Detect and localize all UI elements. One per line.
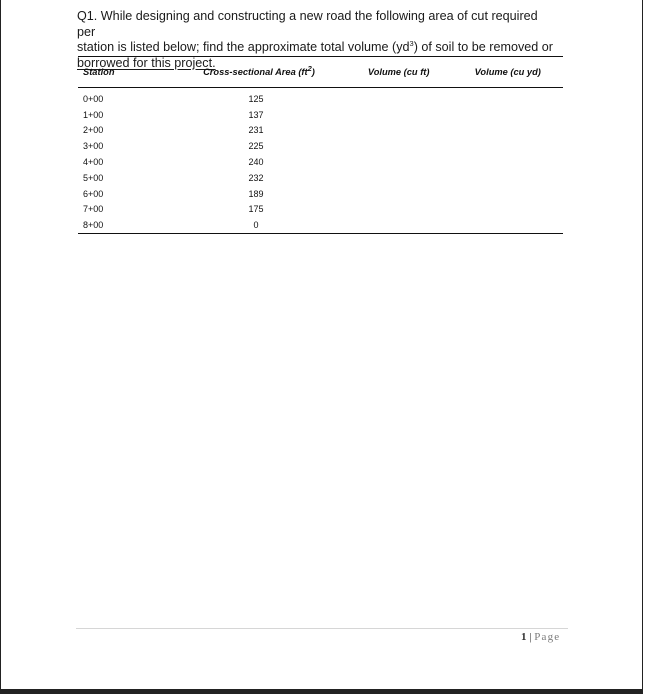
volume-cu-ft-cell — [345, 170, 453, 186]
area-cell: 137 — [248, 109, 264, 120]
page-word: Page — [534, 631, 561, 643]
table-row — [78, 186, 563, 202]
area-cell: 231 — [248, 125, 264, 136]
volume-cu-ft-cell — [345, 217, 453, 233]
question-line-3: borrowed for this project. — [77, 55, 216, 70]
area-cell: 240 — [248, 157, 264, 168]
table-row — [78, 170, 563, 186]
volume-cu-ft-cell — [345, 154, 453, 170]
table-row — [78, 107, 563, 123]
table-row — [78, 154, 563, 170]
volume-cu-yd-cell — [452, 107, 563, 123]
volume-cu-yd-cell — [452, 186, 563, 202]
volume-cu-yd-cell — [452, 217, 563, 233]
station-cell: 3+00 — [83, 141, 104, 152]
volume-cu-ft-cell — [345, 123, 453, 139]
question-line-2 — [77, 40, 557, 56]
table-row — [78, 123, 563, 139]
page-number-separator: | — [526, 631, 535, 643]
volume-cu-ft-cell — [345, 202, 453, 218]
table-row — [78, 88, 563, 107]
table-row — [78, 217, 563, 233]
area-cell: 225 — [248, 141, 264, 152]
station-cell: 1+00 — [83, 109, 104, 120]
volume-cu-yd-cell — [452, 154, 563, 170]
area-cell: 232 — [248, 172, 264, 183]
station-cell: 2+00 — [83, 125, 104, 136]
header-area-label: Cross-sectional Area (ft — [203, 67, 308, 77]
header-volume-cu-yd: Volume (cu yd) — [452, 57, 563, 88]
cubic-superscript: 3 — [409, 38, 414, 48]
area-cell: 0 — [173, 217, 345, 233]
area-cell: 175 — [248, 204, 264, 215]
station-cell: 5+00 — [83, 172, 104, 183]
table-header-row — [78, 57, 563, 88]
page-number-value: 1 — [521, 631, 527, 643]
table-row — [78, 202, 563, 218]
table-row — [78, 138, 563, 154]
station-cell: 7+00 — [83, 204, 104, 215]
station-cell: 8+00 — [78, 217, 173, 233]
volume-cu-ft-cell — [345, 107, 453, 123]
volume-cu-yd-cell — [452, 88, 563, 107]
cut-area-table — [78, 56, 563, 234]
station-cell: 4+00 — [83, 157, 104, 168]
header-area-close: ) — [311, 67, 315, 77]
question-line-2-end: ) of soil to be removed or — [413, 40, 553, 54]
volume-cu-yd-cell — [452, 202, 563, 218]
area-cell: 125 — [248, 93, 264, 104]
volume-cu-ft-cell — [345, 186, 453, 202]
square-superscript: 2 — [307, 63, 312, 73]
header-station: Station — [78, 57, 173, 88]
question-line-2-start: station is listed below; find the approximate total volume (yd — [77, 40, 410, 54]
footer-divider — [76, 628, 568, 629]
volume-cu-yd-cell — [452, 170, 563, 186]
header-cross-sectional-area — [173, 57, 345, 88]
station-cell: 0+00 — [83, 93, 104, 104]
volume-cu-ft-cell — [345, 88, 453, 107]
question-line-1: Q1. While designing and constructing a new road the following area of cut required per — [77, 9, 538, 39]
page-number — [521, 631, 560, 643]
volume-cu-yd-cell — [452, 123, 563, 139]
station-cell: 6+00 — [83, 188, 104, 199]
header-volume-cu-ft: Volume (cu ft) — [345, 57, 453, 88]
volume-cu-yd-cell — [452, 138, 563, 154]
area-cell: 189 — [248, 188, 264, 199]
table-body — [78, 88, 563, 234]
volume-cu-ft-cell — [345, 138, 453, 154]
